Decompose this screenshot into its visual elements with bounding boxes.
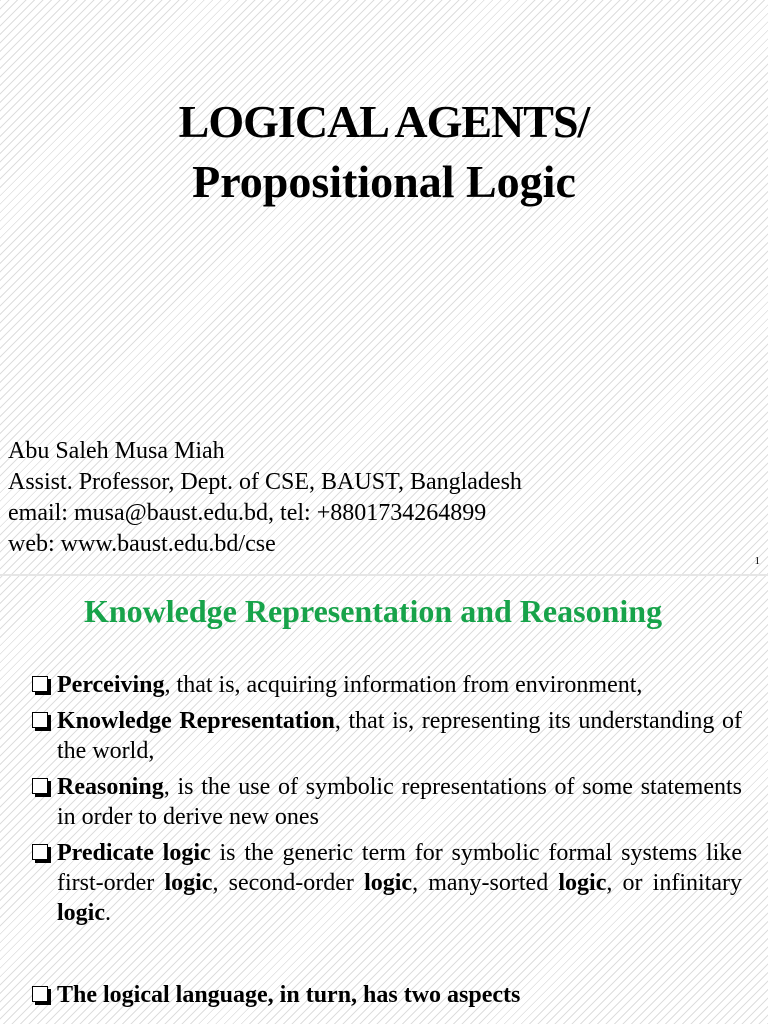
bullet-bold-logic: logic: [164, 870, 213, 896]
slide-title-line1: LOGICAL AGENTS/: [178, 96, 590, 147]
bullet-item-knowledge-representation: [30, 706, 742, 766]
bullet-bold-logic: logic: [57, 900, 105, 926]
bullet-list: [30, 670, 742, 1016]
bullet-text: .: [105, 900, 111, 926]
slide-heading: Knowledge Representation and Reasoning: [83, 593, 663, 629]
bullet-term: Reasoning: [57, 774, 164, 800]
bullet-term: The logical language, in turn, has two aspects: [57, 982, 521, 1008]
bullet-bold-logic: logic: [364, 870, 413, 896]
checkbox-bullet-icon: [32, 712, 48, 728]
page-number: 1: [754, 555, 760, 567]
bullet-text: , second-order: [212, 870, 365, 896]
author-web: web: www.baust.edu.bd/cse: [8, 531, 276, 557]
author-position: Assist. Professor, Dept. of CSE, BAUST, Bangladesh: [8, 469, 522, 495]
author-contact: email: musa@baust.edu.bd, tel: +8801734264899: [8, 500, 487, 526]
slide-title-line2: Propositional Logic: [192, 156, 576, 207]
bullet-item-reasoning: [30, 772, 742, 832]
bullet-text: is the generic term for symbolic formal systems like first-order: [57, 840, 742, 896]
bullet-item-logical-language: [30, 980, 742, 1010]
bullet-item-predicate-logic: [30, 838, 742, 928]
bullet-text: , that is, acquiring information from environment,: [164, 672, 643, 698]
bullet-bold-logic: logic: [558, 870, 607, 896]
bullet-term: Knowledge Representation: [57, 708, 335, 734]
bullet-term: Perceiving: [57, 672, 165, 698]
author-name: Abu Saleh Musa Miah: [8, 438, 225, 464]
bullet-text: , is the use of symbolic representations of some statements in order to derive new ones: [57, 774, 742, 830]
checkbox-bullet-icon: [32, 844, 48, 860]
bullet-text: , or infinitary: [606, 870, 742, 896]
content-slide: [0, 576, 768, 1024]
bullet-text: , many-sorted: [412, 870, 559, 896]
bullet-item-perceiving: [30, 670, 742, 700]
bullet-term: Predicate logic: [57, 840, 211, 866]
checkbox-bullet-icon: [32, 778, 48, 794]
checkbox-bullet-icon: [32, 986, 48, 1002]
author-block: [8, 436, 522, 560]
checkbox-bullet-icon: [32, 676, 48, 692]
bullet-text: , that is, representing its understanding of the world,: [57, 708, 742, 764]
